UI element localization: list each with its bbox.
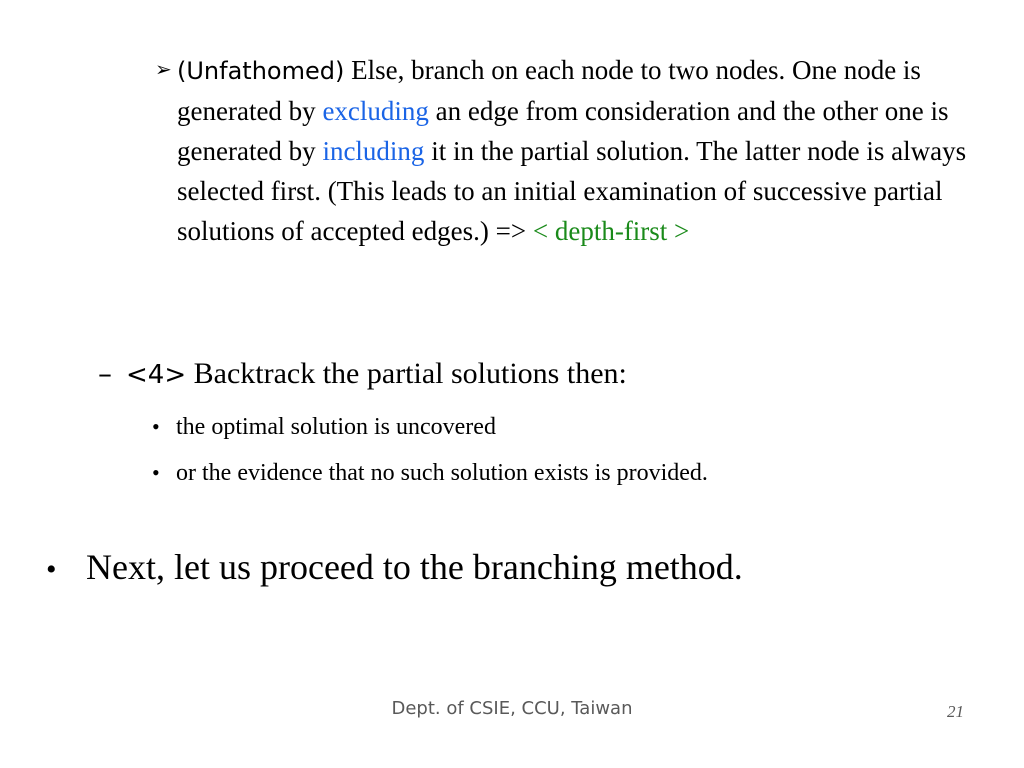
list-item <box>152 450 708 496</box>
dot-bullet-icon: • <box>46 553 57 586</box>
slide-footer: Dept. of CSIE, CCU, Taiwan <box>391 698 633 719</box>
depth-first-highlight: < depth-first > <box>532 216 690 246</box>
page-number: 21 <box>947 702 964 721</box>
including-highlight: including <box>322 136 425 166</box>
backtrack-step <box>98 354 627 395</box>
dot-bullet-icon: • <box>152 460 160 485</box>
text-segment: it in the partial solution. The latter node is always selected first. (This leads to an initial examination of successive partial solutions of accepted edges.) => <box>177 136 967 246</box>
main-bullet-text: Next, let us proceed to the branching method. <box>86 547 743 587</box>
step-text: Backtrack the partial solutions then: <box>186 357 627 390</box>
arrow-bullet-icon: ➢ <box>155 59 172 81</box>
list-item-text: the optimal solution is uncovered <box>176 414 496 440</box>
unfathomed-paragraph <box>155 50 985 251</box>
list-item-text: or the evidence that no such solution exists is provided. <box>176 460 708 486</box>
text-segment: Else, branch on each node to two nodes. One node is generated by <box>177 55 921 126</box>
next-section-bullet <box>46 543 743 594</box>
list-item <box>152 404 708 450</box>
unfathomed-label: (Unfathomed) <box>177 57 345 85</box>
step-number: <4> <box>126 360 187 390</box>
dash-bullet-icon: – <box>98 357 112 390</box>
unfathomed-text <box>177 50 977 251</box>
excluding-highlight: excluding <box>322 96 429 126</box>
text-segment: an edge from consideration and the other one is generated by <box>177 96 949 166</box>
dot-bullet-icon: • <box>152 414 160 439</box>
backtrack-sub-list <box>152 404 708 496</box>
